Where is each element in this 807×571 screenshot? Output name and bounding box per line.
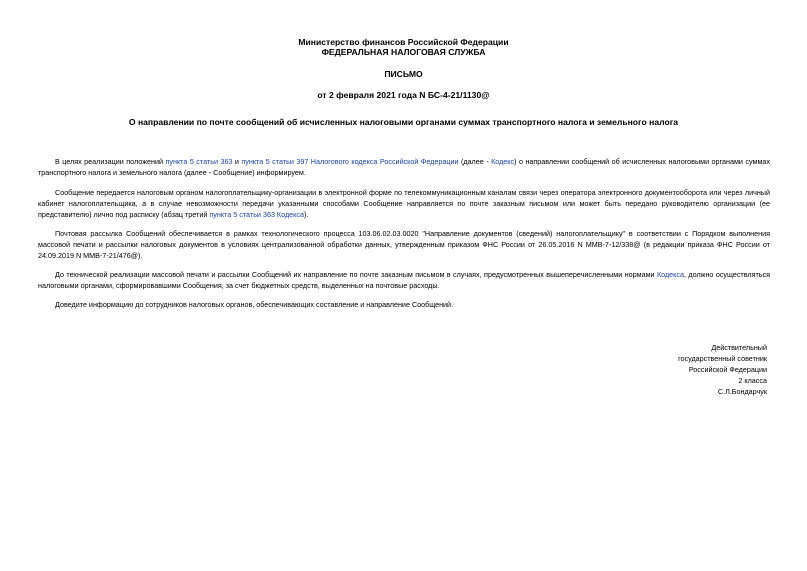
signature-line-4: 2 класса — [738, 376, 767, 385]
p1-text-4: ) о направлении сообщений об исчисленных налоговыми органами суммах транспортного налога и земельного налога (далее - Сообщение) информируем. — [38, 157, 770, 177]
p2-text-1: Сообщение передается налоговым органом налогоплательщику-организации в электронной форме по телекоммуникационным каналам связи через оператора электронного документооборота или через личный кабинет налогоплательщика, а в случае невозможности передачи указанными способами Сообщение направляется по почте заказным письмом или может быть передано руководителю организации (ее представителю) лично под расписку (абзац третий — [38, 188, 770, 219]
p4-text-1: До технической реализации массовой печати и рассылки Сообщений их направление по почте заказным письмом в случаях, предусмотренных вышеперечисленными нормами — [55, 270, 657, 279]
link-code-2[interactable]: Кодекса — [656, 270, 684, 279]
link-p5-art397-tax-code[interactable]: пункта 5 статьи 397 Налогового кодекса Российской Федерации — [241, 157, 459, 166]
signature-line-2: государственный советник — [678, 354, 767, 363]
service-name: ФЕДЕРАЛЬНАЯ НАЛОГОВАЯ СЛУЖБА — [321, 47, 486, 57]
signature-line-3: Российской Федерации — [688, 365, 767, 374]
paragraph-4 — [38, 269, 770, 291]
document-type: ПИСЬМО — [384, 69, 423, 79]
paragraph-5: Доведите информацию до сотрудников налоговых органов, обеспечивающих составление и направление Сообщений. — [55, 300, 454, 309]
link-p5-art363[interactable]: пункта 5 статьи 363 — [165, 157, 233, 166]
signature-line-1: Действительный — [711, 343, 767, 352]
link-code[interactable]: Кодекс — [491, 157, 515, 166]
p1-text-3: (далее - — [458, 157, 492, 166]
document-subject: О направлении по почте сообщений об исчисленных налоговыми органами суммах транспортного налога и земельного налога — [128, 117, 679, 127]
signature-block — [627, 342, 767, 397]
paragraph-2 — [38, 187, 770, 220]
paragraph-3: Почтовая рассылка Сообщений обеспечивается в рамках технологического процесса 103.06.02.03.0020 "Направление документов (сведений) налогоплательщику" в соответствии с Порядком выполнения массовой печати и рассылки налоговых документов в условиях централизованной обработки данных, утвержденным приказом ФНС России от 26.05.2016 N ММВ-7-12/338@ (в редакции приказа ФНС России от 24.09.2019 N ММВ-7-21/476@). — [38, 229, 770, 260]
p2-text-2: ). — [303, 210, 309, 219]
signature-name: С.Л.Бондарчук — [717, 387, 767, 396]
link-p5-art363-code[interactable]: пункта 5 статьи 363 Кодекса — [209, 210, 304, 219]
paragraph-1 — [38, 156, 770, 178]
p1-text-2: и — [232, 157, 242, 166]
p1-text-1: В целях реализации положений — [55, 157, 166, 166]
ministry-name: Министерство финансов Российской Федерации — [298, 37, 509, 47]
p4-text-2: , должно осуществляться налоговыми органами, сформировавшими Сообщения, за счет бюджетных средств, выделенных на почтовые расходы. — [38, 270, 770, 290]
document-date-number: от 2 февраля 2021 года N БС-4-21/1130@ — [317, 90, 490, 100]
